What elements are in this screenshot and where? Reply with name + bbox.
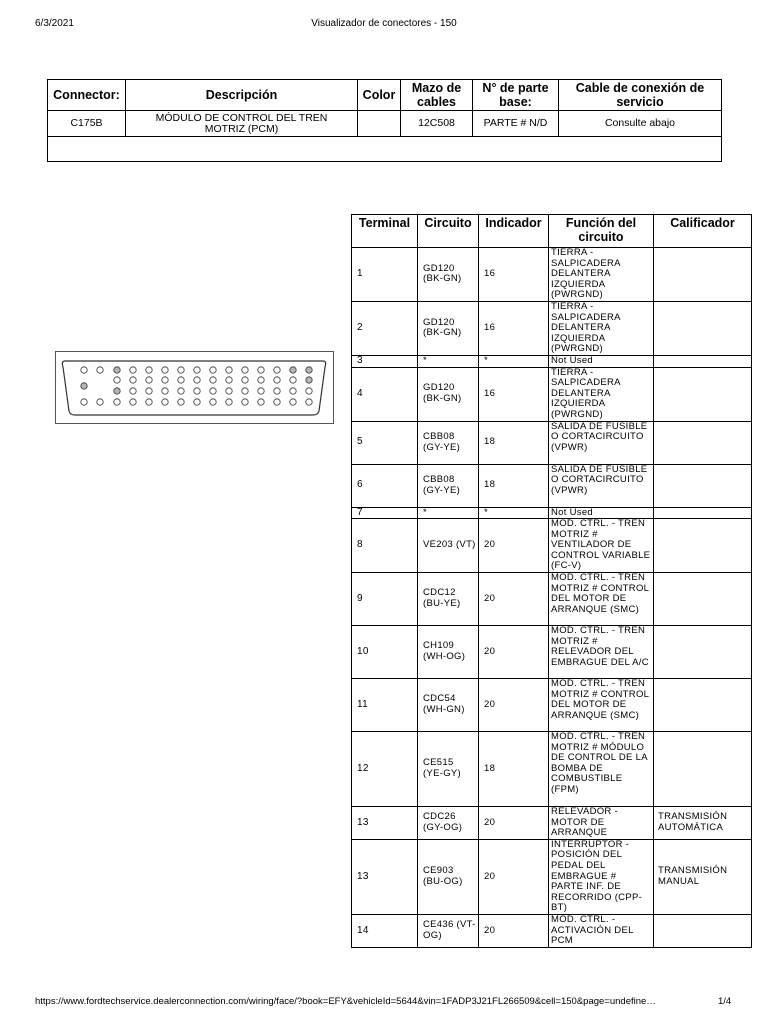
terminal-row <box>352 367 752 421</box>
connector-pin <box>146 377 152 383</box>
connector-pin <box>146 388 152 394</box>
wire-gauge: 20 <box>479 679 549 732</box>
circuit-code: * <box>418 507 479 519</box>
connector-pin <box>290 399 296 405</box>
connector-key-pin <box>81 383 87 389</box>
connector-pin <box>306 367 312 373</box>
connector-pin <box>290 377 296 383</box>
connector-pin <box>146 399 152 405</box>
footer-page-number: 1/4 <box>718 996 732 1007</box>
wire-gauge: 18 <box>479 732 549 807</box>
connector-pin <box>226 367 232 373</box>
connector-pin <box>242 367 248 373</box>
terminal-number: 10 <box>352 626 418 679</box>
terminal-row <box>352 248 752 302</box>
connector-blank-row <box>48 137 722 162</box>
connector-pin <box>290 388 296 394</box>
circuit-function: TIERRA - SALPICADERA DELANTERA IZQUIERDA (PWRGND) <box>549 301 654 355</box>
circuit-code: CBB08 (GY-YE) <box>418 464 479 507</box>
col-description: Descripción <box>126 80 358 111</box>
connector-table <box>47 79 722 162</box>
connector-pin <box>258 388 264 394</box>
connector-pin <box>226 399 232 405</box>
terminal-number: 3 <box>352 355 418 367</box>
qualifier <box>654 421 752 464</box>
connector-pin <box>210 367 216 373</box>
circuit-function: Not Used <box>549 507 654 519</box>
blank-cell <box>48 137 722 162</box>
connector-pin <box>194 367 200 373</box>
terminal-row <box>352 301 752 355</box>
qualifier <box>654 355 752 367</box>
qualifier <box>654 248 752 302</box>
terminal-number: 4 <box>352 367 418 421</box>
connector-pin <box>162 367 168 373</box>
terminal-row <box>352 519 752 573</box>
col-terminal: Terminal <box>352 215 418 248</box>
connector-pin <box>114 367 120 373</box>
circuit-code: CDC54 (WH-GN) <box>418 679 479 732</box>
qualifier <box>654 464 752 507</box>
connector-pin <box>258 367 264 373</box>
connector-face-diagram <box>55 351 334 424</box>
col-base-part: N° de parte base: <box>473 80 559 111</box>
page-title: Visualizador de conectores - 150 <box>311 18 457 29</box>
wire-gauge: 20 <box>479 915 549 948</box>
circuit-code: CE515 (YE-GY) <box>418 732 479 807</box>
connector-pin <box>306 377 312 383</box>
circuit-code: CDC12 (BU-YE) <box>418 573 479 626</box>
qualifier <box>654 915 752 948</box>
terminal-row <box>352 732 752 807</box>
connector-pin <box>114 399 120 405</box>
terminal-row <box>352 507 752 519</box>
circuit-function: MOD. CTRL. - TREN MOTRIZ # CONTROL DEL MOTOR DE ARRANQUE (SMC) <box>549 573 654 626</box>
circuit-code: * <box>418 355 479 367</box>
terminal-number: 1 <box>352 248 418 302</box>
qualifier <box>654 507 752 519</box>
connector-pin <box>242 377 248 383</box>
circuit-code: GD120 (BK-GN) <box>418 367 479 421</box>
circuit-code: GD120 (BK-GN) <box>418 301 479 355</box>
wire-gauge: 16 <box>479 248 549 302</box>
connector-pin <box>162 377 168 383</box>
connector-base-part: PARTE # N/D <box>473 111 559 137</box>
circuit-function: MOD. CTRL. - ACTIVACIÓN DEL PCM <box>549 915 654 948</box>
connector-pin <box>146 367 152 373</box>
circuit-function: Not Used <box>549 355 654 367</box>
wire-gauge: 20 <box>479 839 549 914</box>
col-circuit: Circuito <box>418 215 479 248</box>
connector-pin <box>226 388 232 394</box>
circuit-function: SALIDA DE FUSIBLE O CORTACIRCUITO (VPWR) <box>549 464 654 507</box>
connector-color <box>358 111 401 137</box>
terminal-number: 12 <box>352 732 418 807</box>
circuit-function: TIERRA - SALPICADERA DELANTERA IZQUIERDA (PWRGND) <box>549 367 654 421</box>
col-qualifier: Calificador <box>654 215 752 248</box>
circuit-function: MOD. CTRL. - TREN MOTRIZ # RELEVADOR DEL EMBRAGUE DEL A/C <box>549 626 654 679</box>
connector-pin <box>210 399 216 405</box>
connector-service-cable: Consulte abajo <box>559 111 722 137</box>
circuit-function: MOD. CTRL. - TREN MOTRIZ # VENTILADOR DE CONTROL VARIABLE (FC-V) <box>549 519 654 573</box>
connector-table-header <box>48 80 722 111</box>
connector-pin <box>274 399 280 405</box>
terminal-row <box>352 464 752 507</box>
col-gauge: Indicador <box>479 215 549 248</box>
qualifier <box>654 679 752 732</box>
terminal-row <box>352 573 752 626</box>
connector-pin <box>81 399 87 405</box>
qualifier <box>654 519 752 573</box>
terminal-table-header <box>352 215 752 248</box>
connector-pin <box>178 377 184 383</box>
qualifier <box>654 626 752 679</box>
connector-pin <box>178 367 184 373</box>
terminal-number: 5 <box>352 421 418 464</box>
connector-pin <box>258 399 264 405</box>
wire-gauge: 16 <box>479 367 549 421</box>
wire-gauge: 20 <box>479 573 549 626</box>
wire-gauge: 18 <box>479 421 549 464</box>
wire-gauge: 16 <box>479 301 549 355</box>
connector-description: MÓDULO DE CONTROL DEL TREN MOTRIZ (PCM) <box>126 111 358 137</box>
circuit-function: INTERRUPTOR - POSICIÓN DEL PEDAL DEL EMBRAGUE # PARTE INF. DE RECORRIDO (CPP-BT) <box>549 839 654 914</box>
connector-frame <box>56 352 334 424</box>
terminal-number: 6 <box>352 464 418 507</box>
col-connector: Connector: <box>48 80 126 111</box>
terminal-number: 7 <box>352 507 418 519</box>
terminal-number: 11 <box>352 679 418 732</box>
circuit-function: SALIDA DE FUSIBLE O CORTACIRCUITO (VPWR) <box>549 421 654 464</box>
connector-pin <box>194 388 200 394</box>
connector-pin <box>258 377 264 383</box>
connector-pin <box>178 388 184 394</box>
terminal-number: 13 <box>352 807 418 840</box>
connector-row <box>48 111 722 137</box>
terminal-row <box>352 839 752 914</box>
connector-pin <box>306 388 312 394</box>
connector-pin <box>97 367 103 373</box>
terminal-row <box>352 807 752 840</box>
connector-pin <box>194 377 200 383</box>
wire-gauge: 20 <box>479 626 549 679</box>
connector-pin <box>194 399 200 405</box>
connector-pin <box>130 377 136 383</box>
connector-pin <box>274 367 280 373</box>
connector-pin <box>97 399 103 405</box>
connector-pin <box>242 399 248 405</box>
connector-pin <box>130 367 136 373</box>
connector-pin <box>130 399 136 405</box>
terminal-row <box>352 421 752 464</box>
circuit-function: MOD. CTRL. - TREN MOTRIZ # MÓDULO DE CONTROL DE LA BOMBA DE COMBUSTIBLE (FPM) <box>549 732 654 807</box>
connector-pin <box>210 377 216 383</box>
col-function: Función del circuito <box>549 215 654 248</box>
terminal-number: 8 <box>352 519 418 573</box>
terminal-number: 13 <box>352 839 418 914</box>
circuit-code: VE203 (VT) <box>418 519 479 573</box>
connector-pin <box>162 399 168 405</box>
col-harness: Mazo de cables <box>401 80 473 111</box>
connector-id: C175B <box>48 111 126 137</box>
wire-gauge: 18 <box>479 464 549 507</box>
connector-pin <box>114 388 120 394</box>
qualifier <box>654 732 752 807</box>
circuit-code: CDC26 (GY-OG) <box>418 807 479 840</box>
qualifier: TRANSMISIÓN AUTOMÁTICA <box>654 807 752 840</box>
connector-pin <box>274 377 280 383</box>
terminal-number: 2 <box>352 301 418 355</box>
connector-pin <box>162 388 168 394</box>
circuit-code: CE436 (VT-OG) <box>418 915 479 948</box>
wire-gauge: 20 <box>479 807 549 840</box>
terminal-number: 9 <box>352 573 418 626</box>
qualifier <box>654 301 752 355</box>
wire-gauge: * <box>479 355 549 367</box>
col-color: Color <box>358 80 401 111</box>
connector-pin <box>81 367 87 373</box>
connector-pin <box>290 367 296 373</box>
wire-gauge: * <box>479 507 549 519</box>
wire-gauge: 20 <box>479 519 549 573</box>
circuit-code: CBB08 (GY-YE) <box>418 421 479 464</box>
terminal-row <box>352 679 752 732</box>
connector-pin <box>226 377 232 383</box>
footer-url: https://www.fordtechservice.dealerconnection.com/wiring/face/?book=EFY&vehicleId=5644&vin=1FADP3J21FL266509&cell=150&page=undefine… <box>35 996 656 1007</box>
terminal-table <box>351 214 752 948</box>
terminal-row <box>352 915 752 948</box>
connector-pin <box>210 388 216 394</box>
terminal-number: 14 <box>352 915 418 948</box>
terminal-row <box>352 355 752 367</box>
connector-pin <box>114 377 120 383</box>
qualifier <box>654 573 752 626</box>
circuit-function: MOD. CTRL. - TREN MOTRIZ # CONTROL DEL MOTOR DE ARRANQUE (SMC) <box>549 679 654 732</box>
qualifier: TRANSMISIÓN MANUAL <box>654 839 752 914</box>
connector-harness: 12C508 <box>401 111 473 137</box>
circuit-function: RELEVADOR - MOTOR DE ARRANQUE <box>549 807 654 840</box>
qualifier <box>654 367 752 421</box>
circuit-code: CE903 (BU-OG) <box>418 839 479 914</box>
circuit-function: TIERRA - SALPICADERA DELANTERA IZQUIERDA (PWRGND) <box>549 248 654 302</box>
connector-pin <box>130 388 136 394</box>
connector-pin <box>242 388 248 394</box>
print-date: 6/3/2021 <box>35 18 74 29</box>
terminal-row <box>352 626 752 679</box>
circuit-code: GD120 (BK-GN) <box>418 248 479 302</box>
col-service-cable: Cable de conexión de servicio <box>559 80 722 111</box>
connector-pin <box>306 399 312 405</box>
connector-pin <box>274 388 280 394</box>
circuit-code: CH109 (WH-OG) <box>418 626 479 679</box>
connector-pin <box>178 399 184 405</box>
